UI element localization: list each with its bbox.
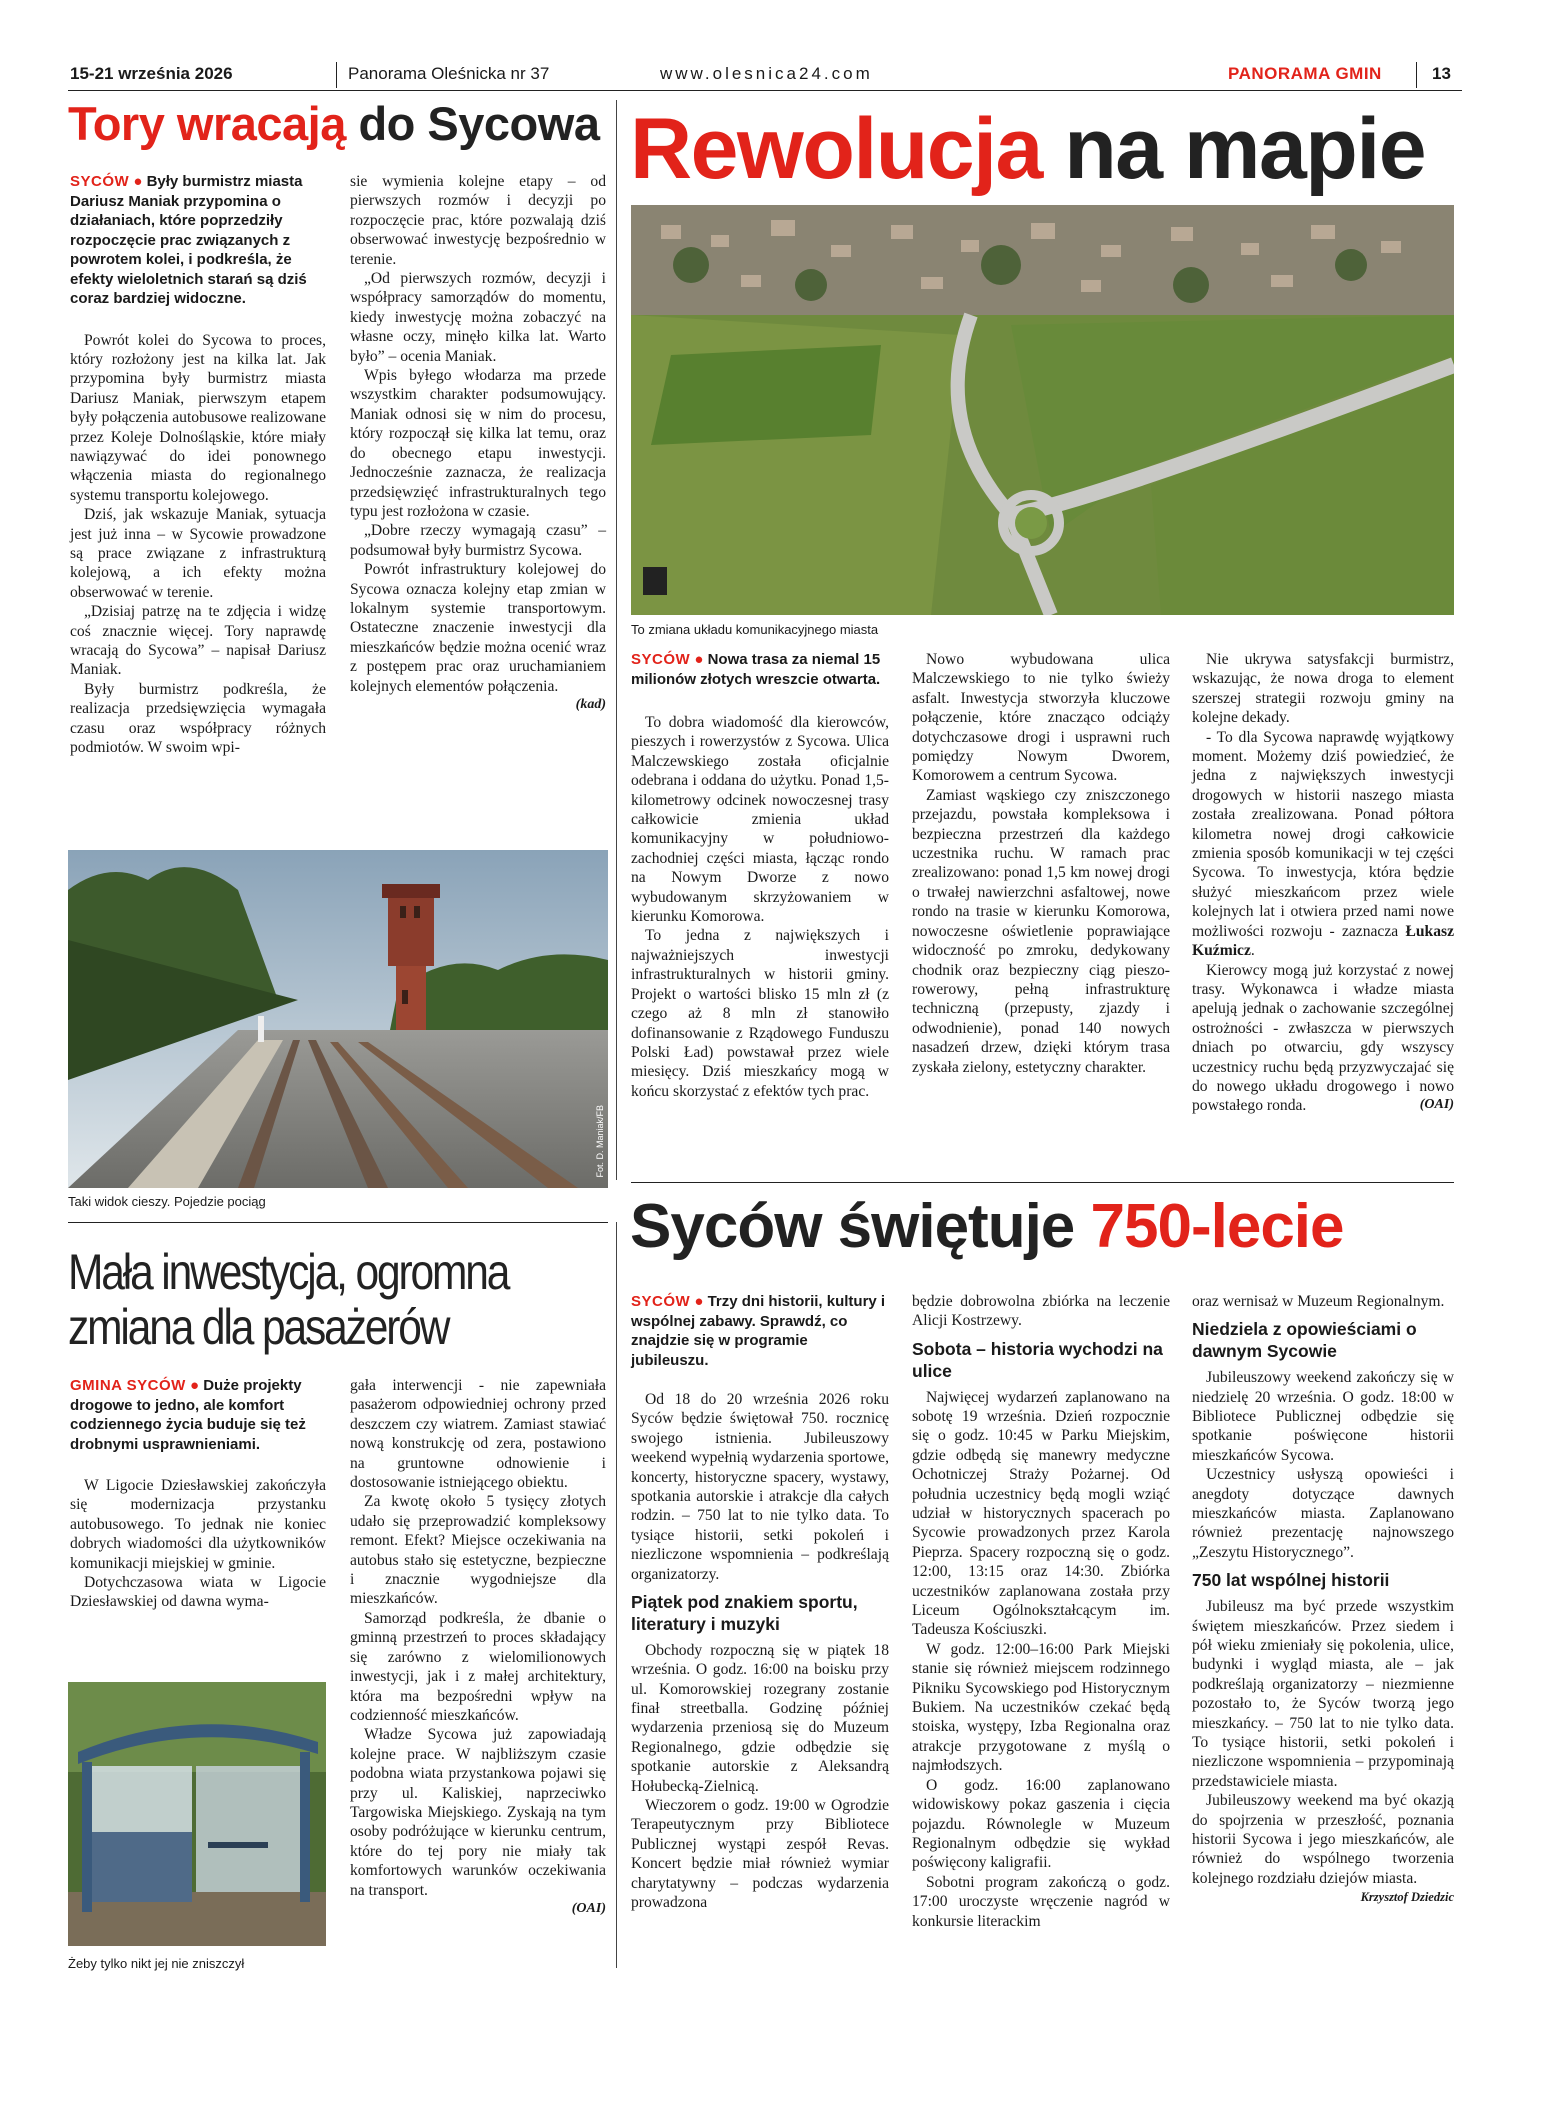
- signature: (OAI): [1419, 1096, 1454, 1112]
- signature: (kad): [575, 696, 606, 712]
- article-title-tory: Tory wracają do Sycowa: [68, 97, 600, 150]
- subheading-sobota: Sobota – historia wychodzi na ulice: [912, 1338, 1163, 1381]
- mala-column-1: GMINA SYCÓW ● Duże projekty drogowe to jedno, ale komfort codziennego życia buduje się też drobnymi usprawnieniami. W Ligocie Dziesławskiej zakończyła się modernizacja przystanku autobusowego. To jednak nie koniec dobrych wiadomości dla użytkowników komunikacji miejskiej w gminie. Dotychczasowa wiata w Ligocie Dziesławskiej od dawna wyma-: [70, 1377, 326, 1611]
- issue-date: 15-21 września 2026: [70, 64, 233, 83]
- sycow-column-1: SYCÓW ● Trzy dni historii, kultury i wspólnej zabawy. Sprawdź, co znajdzie się w programie jubileuszu. Od 18 do 20 września 2026 roku Syców będzie świętował 750. rocznicę swojego istnienia. Jubileuszowy weekend wypełnią wydarzenia sportowe, koncerty, historyczne spacery, wystawy, spotkania autorskie i atrakcje dla całych rodzin. – 750 lat to nie tylko data. To tysiące historii, setki pokoleń i niezliczone wspomnienia – podkreślają organizatorzy. Piątek pod znakiem sportu, literatury i muzyki Obchody rozpoczną się w piątek 18 września. O godz. 16:00 na boisku przy ul. Komorowskiej rozegrany zostanie finał streetballa. Godzinę później wydarzenia przeniosą się do Muzeum Regionalnego, gdzie odbędzie się spotkanie autorskie z Aleksandrą Hołubecką-Zielnicą. Wieczorem o godz. 19:00 w Ogrodzie Terapeutycznym przy Bibliotece Publicznej wystąpi zespół Revas. Koncert będzie miał również wymiar charytatywny – podczas wydarzenia prowadzona: [631, 1293, 889, 1912]
- lead: Były burmistrz miasta Dariusz Maniak przypomina o działaniach, które poprzedziły rozpoczęcie prac związanych z powrotem kolei, i podkreśla, że efekty wieloletnich starań są dziś coraz bardziej widoczne.: [70, 173, 307, 307]
- aerial-caption: To zmiana układu komunikacyjnego miasta: [631, 622, 879, 637]
- aerial-photo: [631, 205, 1454, 615]
- photo-caption: Taki widok cieszy. Pojedzie pociąg: [68, 1194, 266, 1209]
- rewolucja-column-1: SYCÓW ● Nowa trasa za niemal 15 milionów złotych wreszcie otwarta. To dobra wiadomość dla kierowców, pieszych i rowerzystów z Sycowa. Ulica Malczewskiego została oficjalnie odebrana i oddana do użytku. Ponad 1,5-kilometrowy odcinek nowoczesnej trasy całkowicie zmienia układ komunikacyjny w południowo-zachodniej części miasta, łącząc rondo na Nowym Dworze z nowo wybudowanym skrzyżowaniem w kierunku Komorowa. To jedna z największych i najważniejszych inwestycji infrastrukturalnych w historii gminy. Projekt o wartości blisko 15 mln zł (z czego aż 8 mln zł stanowiło dofinansowanie z Rządowego Funduszu Polski Ład) powstawał przez wiele miesięcy. Dziś mieszkańcy mogą w końcu skorzystać z efektów tych prac.: [631, 651, 889, 1100]
- sycow-column-2: będzie dobrowolna zbiórka na leczenie Alicji Kostrzewy. Sobota – historia wychodzi na ulice Najwięcej wydarzeń zaplanowano na sobotę 19 września. Dzień rozpocznie się o godz. 10:45 w Parku Miejskim, gdzie odbędą się manewry medyczne Ochotniczej Straży Pożarnej. Od południa uczestnicy będą mogli wziąć udział w historycznych spacerach po Sycowie prowadzonych przez Karola Pieprza. Spacery rozpoczną się o godz. 12:00, 13:15 oraz 14:30. Zbiórka uczestników zaplanowana została przy Liceum Ogólnokształcącym im. Tadeusza Kościuszki. W godz. 12:00–16:00 Park Miejski stanie się również miejscem rodzinnego Pikniku Sycowskiego pod Historycznym Bukiem. Na uczestników czekać będą stoiska, występy, Izba Regionalna oraz atrakcje przygotowane z myślą o najmłodszych. O godz. 16:00 zaplanowano widowiskowy pokaz gaszenia i cięcia pojazdu. Równolegle w Muzeum Regionalnym odbędzie się wykład poświęcony kaligrafii. Sobotni program zakończą o godz. 17:00 uroczyste wręczenie nagród w konkursie literackim: [912, 1293, 1170, 1930]
- rewolucja-column-2: Nowo wybudowana ulica Malczewskiego to nie tylko świeży asfalt. Inwestycja stworzyła kluczowe połączenie, które znacząco odciąży dotychczasowe drogi i usprawni ruch pomiędzy Nowym Dworem, Komorowem a centrum Sycowa. Zamiast wąskiego czy zniszczonego przejazdu, powstała kompleksowa i bezpieczna przestrzeń dla każdego uczestnika ruchu. W ramach prac zrealizowano: ponad 1,5 km nowej drogi o trwałej nawierzchni asfaltowej, nowe rondo na trasie w kierunku Komorowa, nowoczesne oświetlenie poprawiające widoczność po zmroku, dedykowany chodnik oraz bezpieczny ciąg pieszo-rowerowy, pełną infrastrukturę techniczną (przepusty, zjazdy i odwodnienie), ponad 140 nowych nasadzeń drzew, dzięki którym trasa zyskała zielony, estetyczny charakter.: [912, 651, 1170, 1076]
- quoted-person: Łukasz Kuźmicz: [1192, 922, 1455, 960]
- article-title-rewolucja: Rewolucja na mapie: [630, 101, 1426, 197]
- mala-column-2: gała interwencji - nie zapewniała pasażerom odpowiedniej ochrony przed deszczem czy wiatrem. Zamiast stawiać nową konstrukcję od zera, postawiono na gruntowne odnowienie i dostosowanie istniejącego obiektu. Za kwotę około 5 tysięcy złotych udało się przeprowadzić kompleksowy remont. Efekt? Miejsce oczekiwania na autobus stało się estetyczne, bezpieczne i znacznie wygodniejsze dla mieszkańców. Samorząd podkreśla, że dbanie o gminną przestrzeń to proces składający się zarówno z wielomilionowych inwestycji, jak i z małej architektury, która ma bezpośredni wpływ na codzienność mieszkańców. Władze Sycowa już zapowiadają kolejne prace. W najbliższym czasie podobna wiata przystankowa pojawi się przy ul. Kaliskiej, naprzeciwko Targowiska Miejskiego. Zyskają na tym osoby podróżujące w kierunku centrum, które do tej pory nie miały tak komfortowych warunków oczekiwania na transport. (OAI): [350, 1377, 606, 1916]
- page-number: 13: [1432, 64, 1451, 83]
- rewolucja-column-3: Nie ukrywa satysfakcji burmistrz, wskazując, że nowa droga to element szerszej strategii rozwoju gminy na kolejne dekady. - To dla Sycowa naprawdę wyjątkowy moment. Możemy dziś powiedzieć, że jedna z największych inwestycji drogowych w historii naszego miasta została zrealizowana. Ponad półtora kilometra nowej drogi całkowicie zmienia sposób komunikacji w tej części Sycowa. To inwestycja, która będzie służyć mieszkańcom przez wiele kolejnych lat i otwiera przed nami nowe możliwości rozwoju - zaznacza Łukasz Kuźmicz. Kierowcy mogą już korzystać z nowej trasy. Wykonawca i władze miasta apelują jednak o zachowanie szczególnej ostrożności - zwłaszcza w pierwszych dniach po otwarciu, gdy wszyscy uczestnicy ruchu będą przyzwyczajać się do nowego układu drogowego i nowo powstałego ronda. (OAI): [1192, 651, 1455, 1115]
- tory-column-1: SYCÓW ● Były burmistrz miasta Dariusz Maniak przypomina o działaniach, które poprzedziły rozpoczęcie prac związanych z powrotem kolei, i podkreśla, że efekty wieloletnich starań są dziś coraz bardziej widoczne. Powrót kolei do Sycowa to proces, który rozłożony jest na kilka lat. Jak przypomina były burmistrz miasta Dariusz Maniak, pierwszym etapem były połączenia autobusowe realizowane przez Koleje Dolnośląskie, które miały nawiązywać do idei ponownego włączenia miasta do regionalnego systemu transportu kolejowego. Dziś, jak wskazuje Maniak, sytuacja jest już inna – w Sycowie prowadzone są prace związane z infrastrukturą kolejową, a ich efekty można obserwować w terenie. „Dzisiaj patrzę na te zdjęcia i widzę coś znacznie więcej. Tory naprawdę wracają do Sycowa” – napisał Dariusz Maniak. Były burmistrz podkreśla, że realizacja przedsięwzięcia wymagała czasu oraz współpracy różnych podmiotów. W swoim wpi-: [70, 173, 326, 757]
- railway-photo: [68, 850, 608, 1188]
- subheading-750: 750 lat wspólnej historii: [1192, 1570, 1390, 1591]
- photo-credit: Fot. D. Maniak/FB: [595, 1105, 605, 1178]
- signature: Krzysztof Dziedzic: [1360, 1890, 1454, 1905]
- tory-column-2: sie wymienia kolejne etapy – od pierwszych rozmów i decyzji po rozpoczęcie prac, które pozwalają dziś obserwować inwestycję bezpośrednio w terenie. „Od pierwszych rozmów, decyzji i współpracy samorządów do momentu, kiedy inwestycję można zobaczyć na własne oczy, minęło kilka lat. Warto było” – ocenia Maniak. Wpis byłego włodarza ma przede wszystkim charakter podsumowujący. Maniak odnosi się w nim do procesu, który rozpoczął się kilka lat temu, oraz do obecnego etapu inwestycji. Jednocześnie zaznacza, że realizacja przedsięwzięć infrastrukturalnych tego typu jest rozłożona w czasie. „Dobre rzeczy wymagają czasu” – podsumował były burmistrz Sycowa. Powrót infrastruktury kolejowej do Sycowa oznacza kolejny etap zmian w lokalnym systemie transportowym. Ostateczne znaczenie inwestycji dla mieszkańców będzie można ocenić wraz z postępem prac oraz uruchamianiem kolejnych elementów połączenia. (kad): [350, 173, 606, 712]
- issue-name: Panorama Oleśnicka nr 37: [348, 64, 550, 83]
- subheading-piatek: Piątek pod znakiem sportu, literatury i muzyki: [631, 1592, 858, 1634]
- signature: (OAI): [571, 1900, 606, 1916]
- website[interactable]: www.olesnica24.com: [660, 64, 873, 83]
- subheading-niedziela: Niedziela z opowieściami o dawnym Sycowie: [1192, 1319, 1417, 1362]
- shelter-caption: Żeby tylko nikt jej nie zniszczył: [68, 1956, 245, 1971]
- article-title-mala: Mała inwestycja, ogromna zmiana dla pasażerów: [68, 1244, 509, 1355]
- bus-shelter-photo: [68, 1682, 326, 1946]
- section-name: PANORAMA GMIN: [1228, 64, 1382, 83]
- kicker: SYCÓW: [70, 173, 130, 190]
- article-title-sycow: Syców świętuje 750-lecie: [630, 1192, 1344, 1261]
- sycow-column-3: oraz wernisaż w Muzeum Regionalnym. Niedziela z opowieściami o dawnym Sycowie Jubileuszowy weekend zakończy się w niedzielę 20 września. O godz. 18:00 w Bibliotece Publicznej odbędzie się spotkanie poświęcone historii mieszkańców Sycowa. Uczestnicy usłyszą opowieści i anegdoty dotyczące dawnych mieszkańców miasta. Zaplanowano również prezentację najnowszego „Zeszytu Historycznego”. 750 lat wspólnej historii Jubileusz ma być przede wszystkim świętem mieszkańców. Przez siedem i pół wieku zmieniały się pokolenia, ulice, budynki i wygląd miasta, ale – jak podkreślają organizatorzy – niezmienne pozostało to, że Syców tworzą jego mieszkańcy. – 750 lat to nie tylko data. To tysiące historii, setki pokoleń i niezliczone wspomnienia – przypominają przedstawiciele miasta. Jubileuszowy weekend ma być okazją do spojrzenia w przeszłość, poznania historii Sycowa i jego mieszkańców, ale również do wspólnego tworzenia kolejnego rozdziału dziejów miasta. Krzysztof Dziedzic: [1192, 1293, 1454, 1905]
